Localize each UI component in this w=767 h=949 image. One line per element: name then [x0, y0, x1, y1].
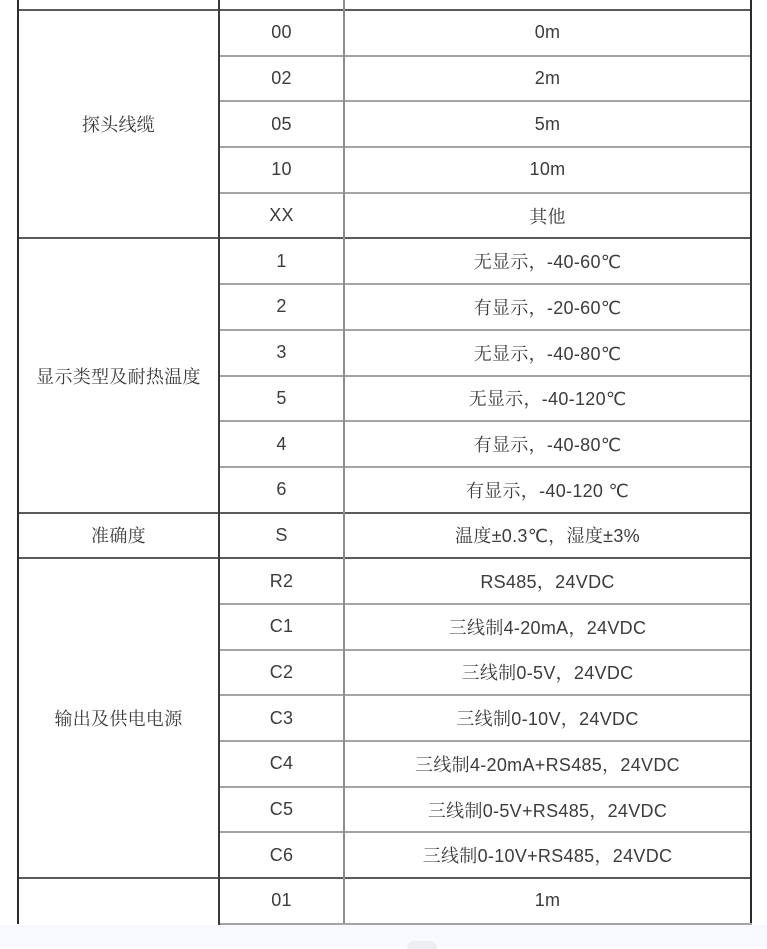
- section-label-cell: 探头线缆: [18, 10, 219, 238]
- section-label-cell: 准确度: [18, 513, 219, 559]
- code-cell: 6: [219, 467, 344, 513]
- desc-cell: 其他: [344, 193, 751, 239]
- code-cell: 4: [219, 421, 344, 467]
- code-cell: XX: [219, 193, 344, 239]
- desc-cell: 三线制0-10V+RS485，24VDC: [344, 832, 751, 878]
- desc-cell: 无显示，-40-60℃: [344, 238, 751, 284]
- code-cell: 3: [219, 330, 344, 376]
- desc-cell: 5m: [344, 101, 751, 147]
- desc-cell: 三线制4-20mA+RS485，24VDC: [344, 741, 751, 787]
- code-cell: S: [219, 513, 344, 559]
- desc-cell: 无显示，-40-120℃: [344, 376, 751, 422]
- table-row: [18, 513, 751, 559]
- code-cell: 1: [219, 238, 344, 284]
- code-cell: C4: [219, 741, 344, 787]
- table-row: [18, 238, 751, 284]
- desc-cell: 有显示，-40-120 ℃: [344, 467, 751, 513]
- table-row: [18, 558, 751, 604]
- desc-cell: 三线制0-5V，24VDC: [344, 650, 751, 696]
- desc-cell: [344, 0, 751, 10]
- floating-widget[interactable]: [407, 941, 437, 949]
- spec-table: [17, 0, 752, 925]
- desc-cell: 2m: [344, 56, 751, 102]
- code-cell: 00: [219, 10, 344, 56]
- code-cell: 02: [219, 56, 344, 102]
- code-cell: C2: [219, 650, 344, 696]
- table-row: [18, 878, 751, 924]
- code-cell: C6: [219, 832, 344, 878]
- desc-cell: 0m: [344, 10, 751, 56]
- code-cell: C1: [219, 604, 344, 650]
- section-label-cell: [18, 878, 219, 924]
- section-label-cell: 显示类型及耐热温度: [18, 238, 219, 512]
- desc-cell: 1m: [344, 878, 751, 924]
- desc-cell: 温度±0.3℃，湿度±3%: [344, 513, 751, 559]
- code-cell: 10: [219, 147, 344, 193]
- table-row: [18, 10, 751, 56]
- desc-cell: 三线制4-20mA，24VDC: [344, 604, 751, 650]
- desc-cell: 无显示，-40-80℃: [344, 330, 751, 376]
- desc-cell: 三线制0-5V+RS485，24VDC: [344, 787, 751, 833]
- desc-cell: 10m: [344, 147, 751, 193]
- desc-cell: RS485，24VDC: [344, 558, 751, 604]
- desc-cell: 三线制0-10V，24VDC: [344, 695, 751, 741]
- code-cell: [219, 0, 344, 10]
- code-cell: 2: [219, 284, 344, 330]
- code-cell: 01: [219, 878, 344, 924]
- code-cell: C3: [219, 695, 344, 741]
- section-label-cell: [18, 0, 219, 10]
- code-cell: 05: [219, 101, 344, 147]
- code-cell: R2: [219, 558, 344, 604]
- table-row-partial: [18, 0, 751, 10]
- spec-table-body: [18, 0, 751, 924]
- desc-cell: 有显示，-20-60℃: [344, 284, 751, 330]
- code-cell: 5: [219, 376, 344, 422]
- code-cell: C5: [219, 787, 344, 833]
- desc-cell: 有显示，-40-80℃: [344, 421, 751, 467]
- section-label-cell: 输出及供电电源: [18, 558, 219, 878]
- page-bottom-band: [0, 925, 767, 947]
